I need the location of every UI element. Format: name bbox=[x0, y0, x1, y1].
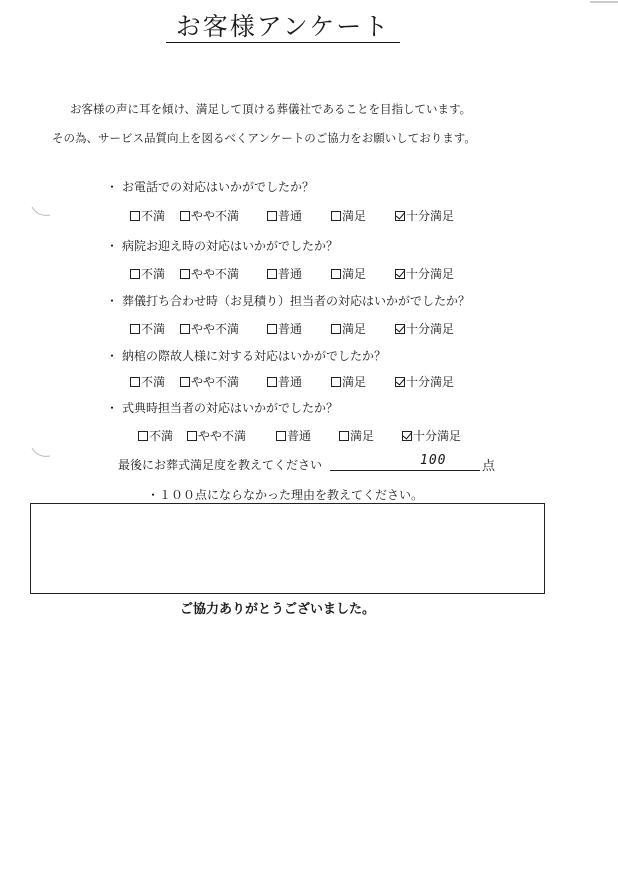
score-label: 最後にお葬式満足度を教えてください bbox=[118, 458, 323, 472]
q5-option-futsu[interactable] bbox=[276, 427, 311, 444]
option-label: 普通 bbox=[278, 375, 303, 389]
option-label: やや不満 bbox=[198, 429, 247, 443]
question-4 bbox=[106, 347, 386, 364]
q1-option-yaya-fuman[interactable] bbox=[180, 207, 239, 224]
question-2-text: 病院お迎え時の対応はいかがでしたか？ bbox=[122, 239, 339, 253]
checkbox-icon[interactable] bbox=[187, 431, 197, 441]
checkbox-icon[interactable] bbox=[138, 431, 148, 441]
option-label: 十分満足 bbox=[406, 375, 455, 389]
checkbox-icon[interactable] bbox=[331, 269, 341, 279]
checkbox-icon[interactable] bbox=[130, 324, 140, 334]
checkbox-icon[interactable] bbox=[180, 377, 190, 387]
option-label: 満足 bbox=[342, 322, 367, 336]
option-label: 不満 bbox=[141, 322, 166, 336]
scan-mark bbox=[30, 446, 52, 460]
score-underline bbox=[330, 470, 480, 471]
checkbox-icon[interactable] bbox=[180, 269, 190, 279]
checkbox-icon[interactable] bbox=[276, 431, 286, 441]
option-label: 不満 bbox=[141, 375, 166, 389]
option-label: 十分満足 bbox=[406, 267, 455, 281]
checkbox-icon[interactable] bbox=[180, 324, 190, 334]
q3-option-yaya-fuman[interactable] bbox=[180, 320, 239, 337]
checkbox-icon[interactable] bbox=[130, 377, 140, 387]
q2-option-futsu[interactable] bbox=[267, 265, 302, 282]
option-label: やや不満 bbox=[191, 375, 240, 389]
scan-mark bbox=[590, 0, 618, 6]
checkbox-icon[interactable] bbox=[331, 324, 341, 334]
checkbox-icon[interactable] bbox=[267, 211, 277, 221]
checkbox-icon[interactable] bbox=[267, 324, 277, 334]
checkbox-icon[interactable] bbox=[130, 269, 140, 279]
question-1-text: お電話での対応はいかがでしたか？ bbox=[122, 180, 315, 194]
q4-option-futsu[interactable] bbox=[267, 373, 302, 390]
question-2 bbox=[106, 237, 338, 254]
checkbox-icon[interactable] bbox=[339, 431, 349, 441]
option-label: 十分満足 bbox=[413, 429, 462, 443]
question-5-text: 式典時担当者の対応はいかがでしたか？ bbox=[122, 401, 339, 415]
option-label: 十分満足 bbox=[406, 322, 455, 336]
q3-option-fuman[interactable] bbox=[130, 320, 165, 337]
q5-option-fuman[interactable] bbox=[138, 427, 173, 444]
option-label: 不満 bbox=[141, 267, 166, 281]
option-label: 満足 bbox=[342, 267, 367, 281]
checked-checkbox-icon[interactable] bbox=[402, 431, 412, 441]
option-label: 普通 bbox=[278, 209, 303, 223]
option-label: やや不満 bbox=[191, 322, 240, 336]
q2-option-fuman[interactable] bbox=[130, 265, 165, 282]
option-label: やや不満 bbox=[191, 267, 240, 281]
q4-option-fuman[interactable] bbox=[130, 373, 165, 390]
q1-option-futsu[interactable] bbox=[267, 207, 302, 224]
checked-checkbox-icon[interactable] bbox=[395, 377, 405, 387]
reason-question: ・１００点にならなかった理由を教えてください。 bbox=[147, 488, 424, 502]
q2-option-jubun-manzoku[interactable] bbox=[395, 265, 454, 282]
option-label: やや不満 bbox=[191, 209, 240, 223]
score-unit: 点 bbox=[482, 459, 496, 474]
q5-option-yaya-fuman[interactable] bbox=[187, 427, 246, 444]
bullet: ・ bbox=[106, 180, 119, 194]
q3-option-manzoku[interactable] bbox=[331, 320, 366, 337]
option-label: 不満 bbox=[149, 429, 174, 443]
q2-option-yaya-fuman[interactable] bbox=[180, 265, 239, 282]
checked-checkbox-icon[interactable] bbox=[395, 211, 405, 221]
option-label: 満足 bbox=[342, 375, 367, 389]
q3-option-jubun-manzoku[interactable] bbox=[395, 320, 454, 337]
checkbox-icon[interactable] bbox=[267, 269, 277, 279]
option-label: 十分満足 bbox=[406, 209, 455, 223]
checkbox-icon[interactable] bbox=[180, 211, 190, 221]
question-5 bbox=[106, 399, 338, 416]
bullet: ・ bbox=[106, 349, 119, 363]
q4-option-manzoku[interactable] bbox=[331, 373, 366, 390]
option-label: 普通 bbox=[278, 267, 303, 281]
q4-option-jubun-manzoku[interactable] bbox=[395, 373, 454, 390]
question-4-text: 納棺の際故人様に対する対応はいかがでしたか？ bbox=[122, 349, 387, 363]
option-label: 不満 bbox=[141, 209, 166, 223]
checkbox-icon[interactable] bbox=[331, 211, 341, 221]
page-title: お客様アンケート bbox=[166, 12, 400, 43]
bullet: ・ bbox=[106, 401, 119, 415]
intro-line-1: お客様の声に耳を傾け、満足して頂ける葬儀社であることを目指しています。 bbox=[70, 102, 472, 116]
option-label: 満足 bbox=[342, 209, 367, 223]
checkbox-icon[interactable] bbox=[130, 211, 140, 221]
bullet: ・ bbox=[106, 294, 119, 308]
q5-option-jubun-manzoku[interactable] bbox=[402, 427, 461, 444]
question-3 bbox=[106, 292, 470, 309]
q1-option-jubun-manzoku[interactable] bbox=[395, 207, 454, 224]
q4-option-yaya-fuman[interactable] bbox=[180, 373, 239, 390]
q1-option-fuman[interactable] bbox=[130, 207, 165, 224]
q1-option-manzoku[interactable] bbox=[331, 207, 366, 224]
option-label: 満足 bbox=[350, 429, 375, 443]
intro-line-2: その為、サービス品質向上を図るべくアンケートのご協力をお願いしております。 bbox=[52, 131, 476, 145]
score-value[interactable]: 100 bbox=[420, 453, 447, 468]
scan-mark bbox=[30, 205, 52, 219]
q5-option-manzoku[interactable] bbox=[339, 427, 374, 444]
checked-checkbox-icon[interactable] bbox=[395, 324, 405, 334]
thanks-message: ご協力ありがとうございました。 bbox=[180, 602, 376, 617]
checkbox-icon[interactable] bbox=[267, 377, 277, 387]
option-label: 普通 bbox=[278, 322, 303, 336]
q2-option-manzoku[interactable] bbox=[331, 265, 366, 282]
question-1 bbox=[106, 178, 314, 195]
bullet: ・ bbox=[106, 239, 119, 253]
q3-option-futsu[interactable] bbox=[267, 320, 302, 337]
reason-textbox[interactable] bbox=[30, 503, 545, 594]
option-label: 普通 bbox=[287, 429, 312, 443]
checkbox-icon[interactable] bbox=[331, 377, 341, 387]
question-3-text: 葬儀打ち合わせ時（お見積り）担当者の対応はいかがでしたか？ bbox=[122, 294, 471, 308]
checked-checkbox-icon[interactable] bbox=[395, 269, 405, 279]
